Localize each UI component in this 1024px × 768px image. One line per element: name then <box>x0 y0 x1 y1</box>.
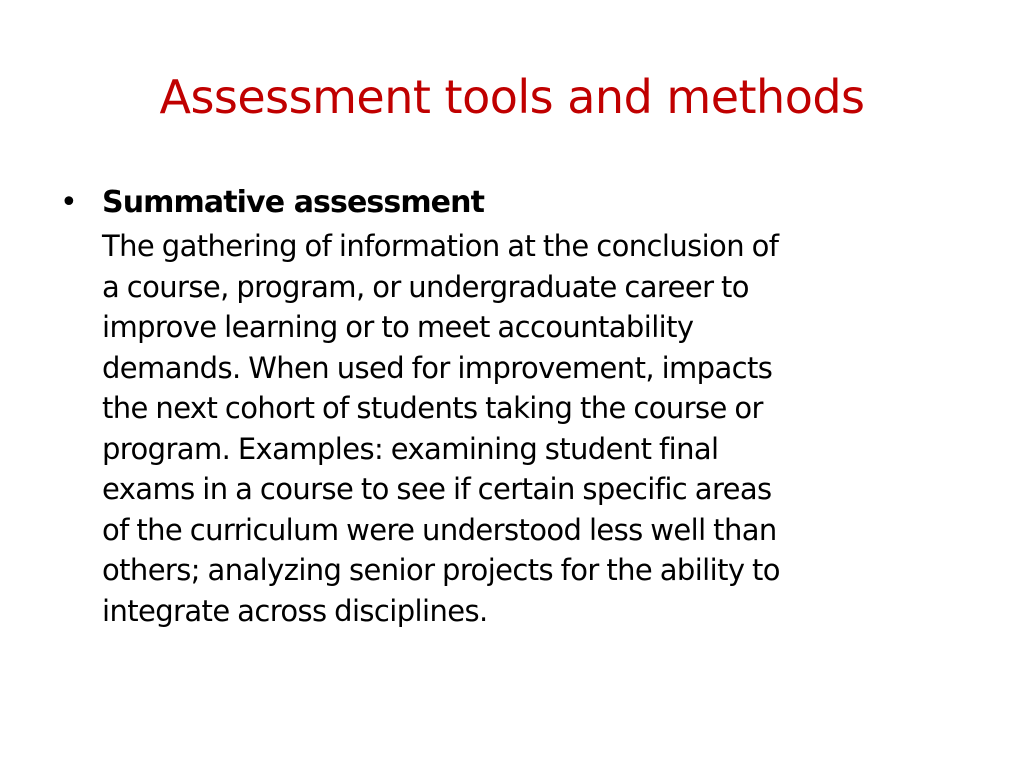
body-line: exams in a course to see if certain specific areas <box>102 472 772 506</box>
body-line: of the curriculum were understood less well than <box>102 512 777 547</box>
body-line: a course, program, or undergraduate career to <box>102 269 749 304</box>
bullet-item <box>60 180 980 631</box>
body-line: the next cohort of students taking the course or <box>102 391 763 425</box>
bullet-row <box>60 180 980 226</box>
body-line: The gathering of information at the conclusion of <box>102 229 779 263</box>
bullet-dot-icon: • <box>60 185 78 220</box>
bullet-heading: Summative assessment <box>102 185 485 220</box>
body-line: program. Examples: examining student final <box>102 431 719 466</box>
slide-title: Assessment tools and methods <box>159 70 865 124</box>
body-line: improve learning or to meet accountability <box>102 310 694 344</box>
body-line: others; analyzing senior projects for the ability to <box>102 553 780 587</box>
body-line: integrate across disciplines. <box>102 593 488 628</box>
body-line: demands. When used for improvement, impacts <box>102 350 773 385</box>
bullet-body <box>60 226 980 631</box>
